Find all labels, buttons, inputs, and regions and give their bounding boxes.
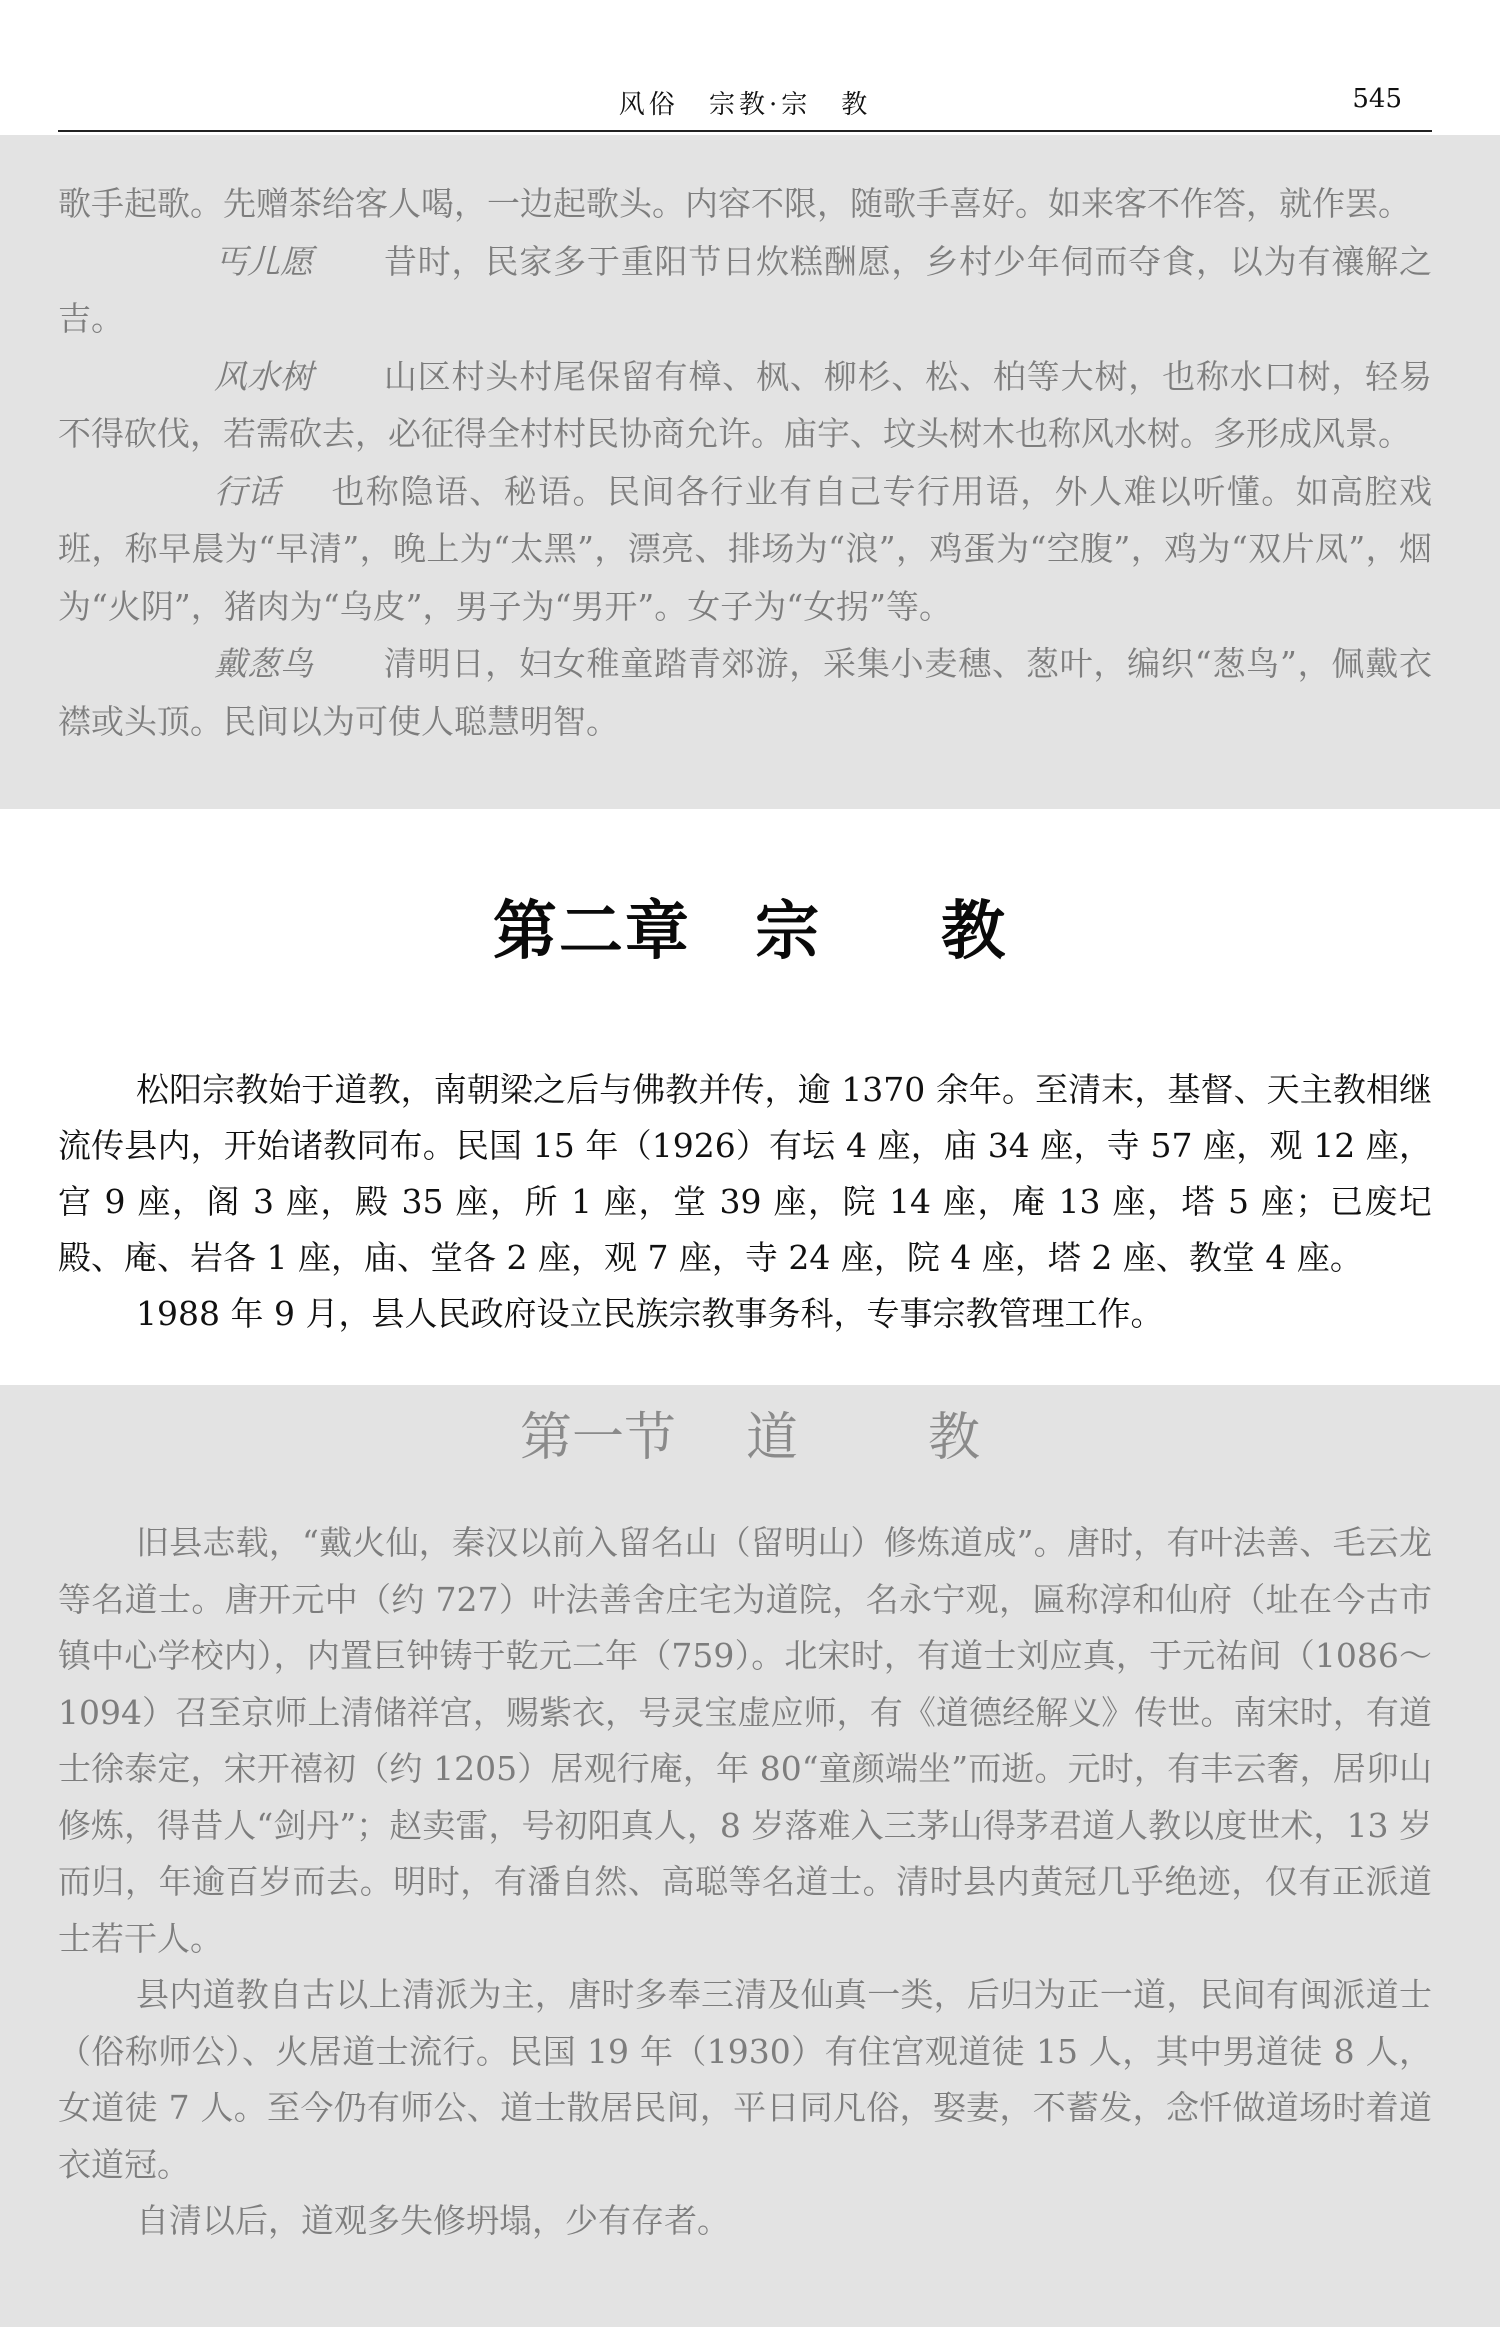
entry-fengshui-tree — [58, 348, 1432, 463]
taoism-section-band — [0, 1385, 1500, 2327]
chapter-intro — [58, 1062, 1432, 1342]
entry-jargon — [58, 463, 1432, 636]
section-label: 第一节 — [519, 1408, 676, 1468]
section-paragraph: 自清以后，道观多失修坍塌，少有存者。 — [136, 2201, 730, 2240]
section-heading — [0, 1395, 1500, 1470]
section-paragraph: 旧县志载，“戴火仙，秦汉以前入留名山（留明山）修炼道成”。唐时，有叶法善、毛云龙等名道士。唐开元中（约 727）叶法善舍庄宅为道院，名永宁观，匾称淳和仙府（址在今古市镇中心学校内），内置巨钟铸于乾元二年（759）。北宋时，有道士刘应真，于元祐间（1086～1094）召至京师上清储祥宫，赐紫衣，号灵宝虚应师，有《道德经解义》传世。南宋时，有道士徐泰定，宋开禧初（约 1205）居观行庵，年 80“童颜端坐”而逝。元时，有丰云奢，居卯山修炼，得昔人“剑丹”；赵卖雷，号初阳真人，8 岁落难入三茅山得茅君道人教以度世术，13 岁而归，年逾百岁而去。明时，有潘自然、高聪等名道士。清时县内黄冠几乎绝迹，仅有正派道士若干人。 — [58, 1523, 1432, 1958]
page-number: 545 — [1352, 84, 1402, 114]
section-paragraph: 县内道教自古以上清派为主，唐时多奉三清及仙真一类，后归为正一道，民间有闽派道士（俗称师公）、火居道士流行。民国 19 年（1930）有住宫观道徒 15 人，其中男道徒 8 人，女道徒 7 人。至今仍有师公、道士散居民间，平日同凡俗，娶妻，不蓄发，念忏做道场时着道衣道冠。 — [58, 1975, 1432, 2184]
entry-term: 丐儿愿 — [214, 241, 313, 281]
section-title-char: 教 — [928, 1408, 981, 1468]
continued-paragraph: 歌手起歌。先赠茶给客人喝，一边起歌头。内容不限，随歌手喜好。如来客不作答，就作罢。 — [58, 184, 1411, 223]
section-title-char: 道 — [745, 1408, 798, 1468]
entry-term: 风水树 — [214, 356, 313, 396]
taoism-body — [58, 1515, 1432, 2250]
entry-text: 清明日，妇女稚童踏青郊游，采集小麦穗、葱叶，编织“葱鸟”，佩戴衣襟或头顶。民间以为可使人聪慧明智。 — [58, 644, 1432, 741]
chapter-heading — [0, 880, 1500, 972]
entry-term: 行话 — [214, 471, 280, 511]
entry-text: 也称隐语、秘语。民间各行业有自己专行用语，外人难以听懂。如高腔戏班，称早晨为“早清”，晚上为“太黑”，漂亮、排场为“浪”，鸡蛋为“空腹”，鸡为“双片凤”，烟为“火阴”，猪肉为“乌皮”，男子为“男开”。女子为“女拐”等。 — [58, 471, 1432, 626]
chapter-title-char: 教 — [941, 895, 1008, 969]
chapter-paragraph: 松阳宗教始于道教，南朝梁之后与佛教并传，逾 1370 余年。至清末，基督、天主教相继流传县内，开始诸教同布。民国 15 年（1926）有坛 4 座，庙 34 座，寺 57 座，观 12 座，宫 9 座，阁 3 座，殿 35 座，所 1 座，堂 39 座，院 14 座，庵 13 座，塔 5 座；已废圮殿、庵、岩各 1 座，庙、堂各 2 座，观 7 座，寺 24 座，院 4 座，塔 2 座、教堂 4 座。 — [58, 1070, 1432, 1277]
entry-text: 昔时，民家多于重阳节日炊糕酬愿，乡村少年伺而夺食，以为有禳解之吉。 — [58, 241, 1432, 338]
chapter-paragraph: 1988 年 9 月，县人民政府设立民族宗教事务科，专事宗教管理工作。 — [136, 1294, 1164, 1333]
entry-scallion-bird — [58, 635, 1432, 750]
chapter-title-char: 宗 — [755, 895, 822, 969]
entry-term: 戴葱鸟 — [214, 644, 313, 683]
folk-entries — [58, 175, 1432, 750]
chapter-label: 第二章 — [492, 895, 691, 969]
running-head: 风俗 宗教·宗 教 — [618, 90, 872, 120]
page-header — [58, 82, 1432, 132]
entry-begging-vow — [58, 233, 1432, 348]
entry-text: 山区村头村尾保留有樟、枫、柳杉、松、柏等大树，也称水口树，轻易不得砍伐，若需砍去，必征得全村村民协商允许。庙宇、坟头树木也称风水树。多形成风景。 — [58, 356, 1432, 453]
folk-customs-section — [0, 135, 1500, 809]
